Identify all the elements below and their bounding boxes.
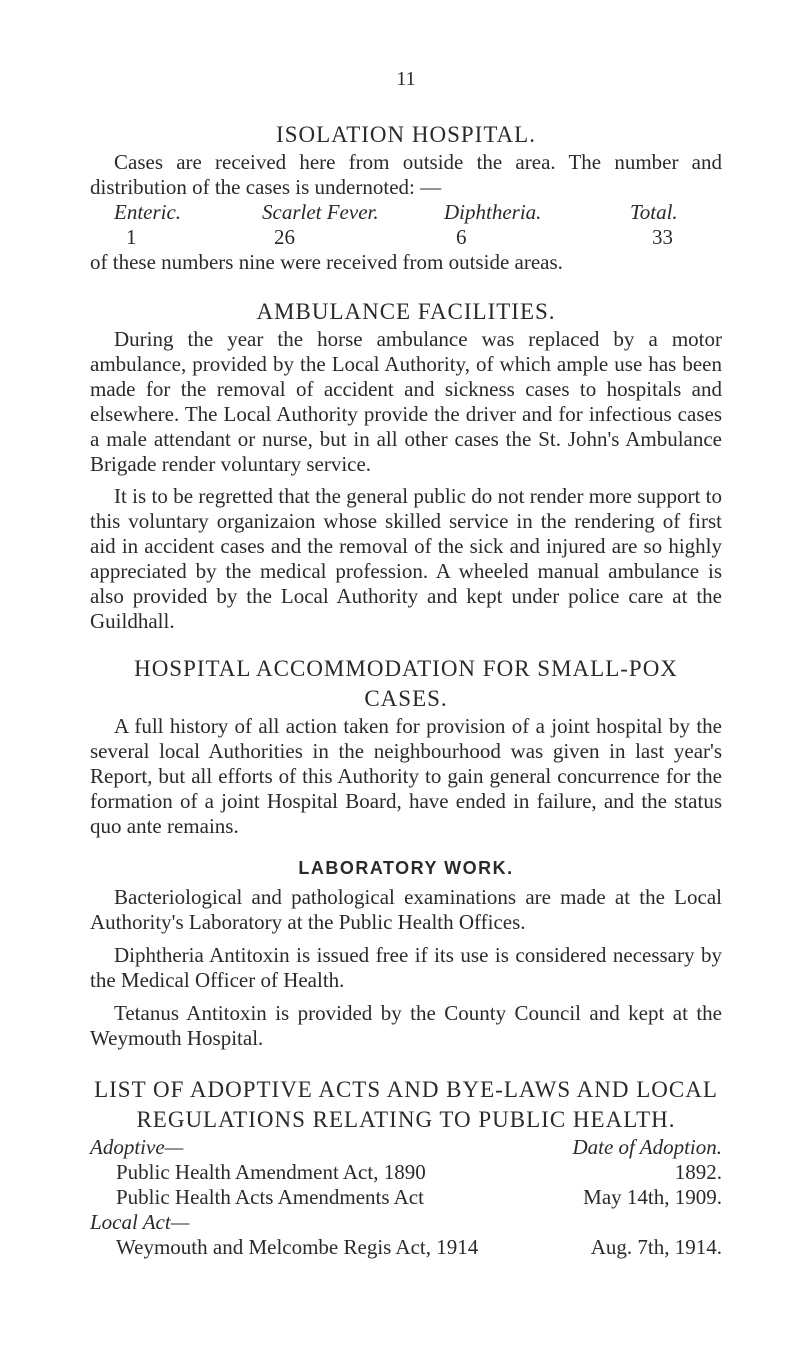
act-row: [90, 1185, 722, 1210]
cases-table: [114, 200, 722, 250]
ambulance-para-1: During the year the horse ambulance was replaced by a motor ambulance, provided by the Local Authority, of which ample use has been made for the removal of accident and sickness cases to hospitals and elsewhere. The Local Authority provide the driver and for infectious cases a male attendant or nurse, but in all other cases the St. John's Ambulance Brigade render voluntary service.: [90, 327, 722, 476]
acts-heading-line-2: REGULATIONS RELATING TO PUBLIC HEALTH.: [136, 1107, 676, 1132]
acts-header-row: [90, 1135, 722, 1160]
acts-heading-line-1: LIST OF ADOPTIVE ACTS AND BYE-LAWS AND LOCAL: [94, 1077, 718, 1102]
date-of-adoption-label: Date of Adoption.: [572, 1135, 722, 1159]
ambulance-para-2: It is to be regretted that the general public do not render more support to this voluntary organizaion whose skilled service in the rendering of first aid in accident cases and the removal of the sick and injured are so highly appreciated by the medical profession. A wheeled manual ambulance is also provided by the Local Authority and kept under police care at the Guildhall.: [90, 484, 722, 633]
local-act-row: [90, 1235, 722, 1260]
isolation-heading: ISOLATION HOSPITAL.: [276, 122, 536, 147]
laboratory-para-3: Tetanus Antitoxin is provided by the County Council and kept at the Weymouth Hospital.: [90, 1001, 722, 1050]
col-enteric: Enteric.: [114, 200, 182, 224]
laboratory-heading: LABORATORY WORK.: [298, 858, 514, 878]
ambulance-heading: AMBULANCE FACILITIES.: [256, 299, 556, 324]
col-scarlet-fever: Scarlet Fever.: [262, 200, 379, 224]
laboratory-para-2: Diphtheria Antitoxin is issued free if its use is considered necessary by the Medical Officer of Health.: [90, 943, 722, 992]
page-number: 11: [396, 68, 416, 90]
local-act-header-row: [90, 1210, 722, 1235]
col-total: Total.: [630, 200, 678, 224]
val-diphtheria: 6: [456, 225, 467, 249]
local-act-date: Aug. 7th, 1914.: [590, 1235, 722, 1259]
act-name: Public Health Acts Amendments Act: [116, 1185, 424, 1209]
act-name: Public Health Amendment Act, 1890: [116, 1160, 426, 1184]
smallpox-para: A full history of all action taken for provision of a joint hospital by the several local Authorities in the neighbourhood was given in last year's Report, but all efforts of this Authority to gain general concurrence for the formation of a joint Hospital Board, have ended in failure, and the status quo ante remains.: [90, 714, 722, 838]
adoptive-label: Adoptive—: [90, 1135, 184, 1159]
act-date: 1892.: [674, 1160, 722, 1184]
laboratory-para-1: Bacteriological and pathological examinations are made at the Local Authority's Laboratory at the Public Health Offices.: [90, 885, 722, 934]
val-scarlet-fever: 26: [274, 225, 295, 249]
col-diphtheria: Diphtheria.: [444, 200, 542, 224]
val-enteric: 1: [126, 225, 137, 249]
smallpox-heading: HOSPITAL ACCOMMODATION FOR SMALL-POX CASES.: [134, 656, 678, 711]
isolation-intro: Cases are received here from outside the area. The number and distribution of the cases is undernoted: —: [90, 150, 722, 199]
local-act-name: Weymouth and Melcombe Regis Act, 1914: [116, 1235, 479, 1259]
act-date: May 14th, 1909.: [583, 1185, 722, 1209]
isolation-note: of these numbers nine were received from outside areas.: [90, 250, 563, 274]
local-act-label: Local Act—: [90, 1210, 190, 1234]
val-total: 33: [652, 225, 673, 249]
act-row: [90, 1160, 722, 1185]
